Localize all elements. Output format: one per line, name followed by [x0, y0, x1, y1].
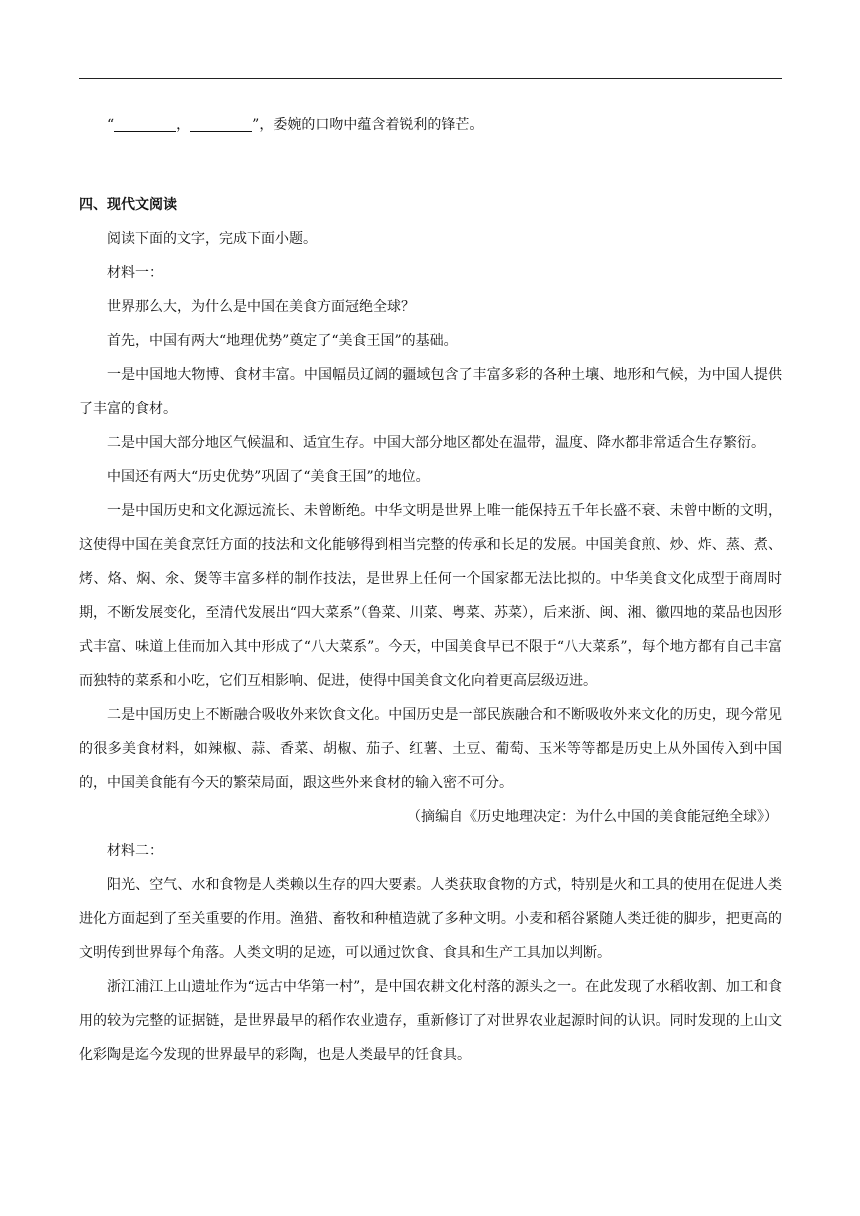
fill-line-text: ”，委婉的口吻中蕴含着锐利的锋芒。 [252, 117, 484, 133]
fill-in-blank-line [79, 108, 782, 142]
material1-paragraph: 中国还有两大“历史优势”巩固了“美食王国”的地位。 [107, 469, 430, 485]
answer-blank-1 [114, 117, 176, 132]
material1-source: （摘编自《历史地理决定：为什么中国的美食能冠绝全球》） [407, 809, 778, 825]
open-quote: “ [107, 117, 115, 133]
answer-blank-2 [190, 117, 252, 132]
material1-paragraph: 首先，中国有两大“地理优势”奠定了“美食王国”的基础。 [107, 333, 458, 349]
material1-paragraph: 一是中国地大物博、食材丰富。中国幅员辽阔的疆域包含了丰富多彩的各种土壤、地形和气候，为中国人提供了丰富的食材。 [79, 367, 782, 417]
document-body [79, 108, 782, 1072]
material1-paragraph: 二是中国历史上不断融合吸收外来饮食文化。中国历史是一部民族融合和不断吸收外来文化的历史，现今常见的很多美食材料，如辣椒、蒜、香菜、胡椒、茄子、红薯、土豆、葡萄、玉米等等都是历史上从外国传入到中国的，中国美食能有今天的繁荣局面，跟这些外来食材的输入密不可分。 [79, 707, 782, 791]
material2-label: 材料二： [107, 843, 163, 859]
blank-separator: ， [176, 117, 191, 133]
header-rule [79, 78, 782, 79]
material1-paragraph: 世界那么大，为什么是中国在美食方面冠绝全球？ [107, 299, 415, 315]
material2-paragraph: 浙江浦江上山遗址作为“远古中华第一村”，是中国农耕文化村落的源头之一。在此发现了水稻收割、加工和食用的较为完整的证据链，是世界最早的稻作农业遗存，重新修订了对世界农业起源时间的认识。同时发现的上山文化彩陶是迄今发现的世界最早的彩陶，也是人类最早的饪食具。 [79, 979, 782, 1063]
material2-paragraph: 阳光、空气、水和食物是人类赖以生存的四大要素。人类获取食物的方式，特别是火和工具的使用在促进人类进化方面起到了至关重要的作用。渔猎、畜牧和种植造就了多种文明。小麦和稻谷紧随人类迁徙的脚步，把更高的文明传到世界每个角落。人类文明的足迹，可以通过饮食、食具和生产工具加以判断。 [79, 877, 782, 961]
material1-label: 材料一： [107, 265, 163, 281]
material1-paragraph: 一是中国历史和文化源远流长、未曾断绝。中华文明是世界上唯一能保持五千年长盛不衰、未曾中断的文明，这使得中国在美食烹饪方面的技法和文化能够得到相当完整的传承和长足的发展。中国美食煎、炒、炸、蒸、煮、烤、烙、焖、氽、煲等丰富多样的制作技法，是世界上任何一个国家都无法比拟的。中华美食文化成型于商周时期，不断发展变化，至清代发展出“四大菜系”（鲁菜、川菜、粤菜、苏菜），后来浙、闽、湘、徽四地的菜品也因形式丰富、味道上佳而加入其中形成了“八大菜系”。今天，中国美食早已不限于“八大菜系”，每个地方都有自己丰富而独特的菜系和小吃，它们互相影响、促进，使得中国美食文化向着更高层级迈进。 [79, 503, 782, 689]
section-heading: 四、现代文阅读 [79, 197, 177, 213]
instruction: 阅读下面的文字，完成下面小题。 [107, 231, 317, 247]
material1-paragraph: 二是中国大部分地区气候温和、适宜生存。中国大部分地区都处在温带，温度、降水都非常适合生存繁衍。 [107, 435, 765, 451]
